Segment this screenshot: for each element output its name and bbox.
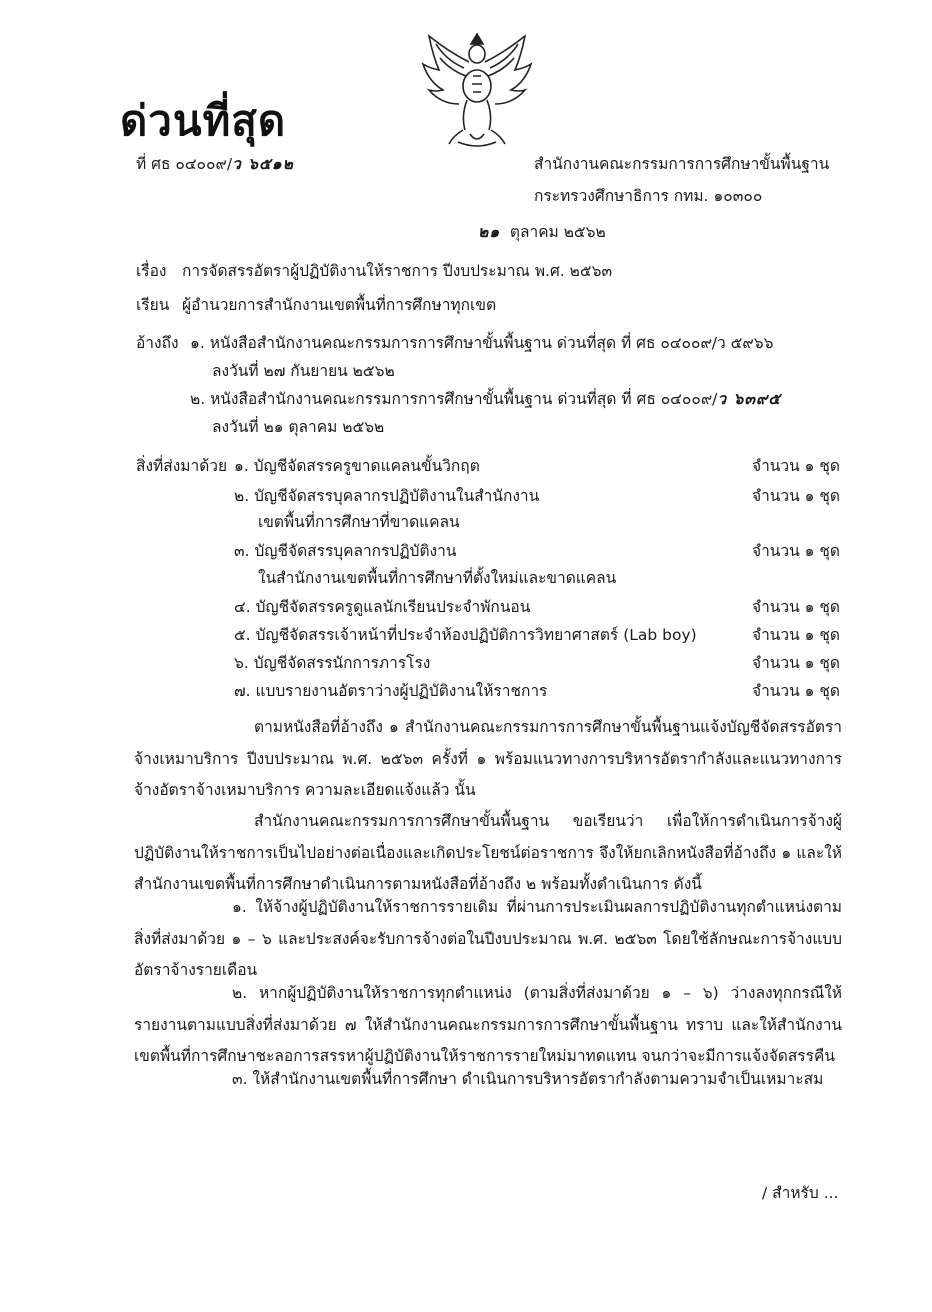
enclosure-item-7: ๗. แบบรายงานอัตราว่างผู้ปฏิบัติงานให้ราชการ [234, 682, 548, 700]
body-item-3 [134, 1064, 842, 1096]
reference-prefix: ที่ ศธ ๐๔๐๐๙/ [136, 155, 233, 173]
body-paragraph-1 [134, 712, 842, 807]
reference-handwritten: ว ๖๕๑๒ [232, 155, 294, 173]
date-day: ๒๑ [478, 223, 501, 241]
enclosure-item-2-cont: เขตพื้นที่การศึกษาที่ขาดแคลน [258, 513, 460, 531]
references-label: อ้างถึง [136, 334, 179, 352]
office-name: สำนักงานคณะกรรมการการศึกษาขั้นพื้นฐาน [534, 155, 830, 173]
body-item-1 [134, 892, 842, 987]
subject-label: เรื่อง [136, 262, 167, 280]
reference-number [136, 151, 294, 176]
enclosure-item-6: ๖. บัญชีจัดสรรนักการภารโรง [234, 654, 431, 672]
date-month-year: ตุลาคม ๒๕๖๒ [509, 223, 606, 241]
enclosure-item-4: ๔. บัญชีจัดสรรครูดูแลนักเรียนประจำพักนอน [234, 598, 531, 616]
enclosures-label: สิ่งที่ส่งมาด้วย [136, 457, 228, 475]
document-date [478, 219, 606, 244]
reference-item-2-handwritten: ว ๖๓๙๕ [717, 390, 782, 408]
enclosure-item-5: ๕. บัญชีจัดสรรเจ้าหน้าที่ประจำห้องปฏิบัติการวิทยาศาสตร์ (Lab boy) [234, 626, 697, 644]
body-item-3-text: ๓. ให้สำนักงานเขตพื้นที่การศึกษา ดำเนินการบริหารอัตรากำลังตามความจำเป็นเหมาะสม [232, 1070, 824, 1088]
enclosure-item-2: ๒. บัญชีจัดสรรบุคลากรปฏิบัติงานในสำนักงาน [234, 487, 540, 505]
enclosure-item-3-qty: จำนวน ๑ ชุด [752, 542, 840, 560]
body-paragraph-2-text: สำนักงานคณะกรรมการการศึกษาขั้นพื้นฐาน ขอเรียนว่า เพื่อให้การดำเนินการจ้างผู้ปฏิบัติงานให้ราชการเป็นไปอย่างต่อเนื่องและเกิดประโยชน์ต่อราชการ จึงให้ยกเลิกหนังสือที่อ้างถึง ๑ และให้สำนักงานเขตพื้นที่การศึกษาดำเนินการตามหนังสือที่อ้างถึง ๒ พร้อมทั้งดำเนินการ ดังนี้ [134, 812, 842, 894]
enclosure-item-3-cont: ในสำนักงานเขตพื้นที่การศึกษาที่ตั้งใหม่และขาดแคลน [258, 569, 617, 587]
enclosure-item-1: ๑. บัญชีจัดสรรครูขาดแคลนขั้นวิกฤต [234, 457, 480, 475]
enclosure-item-1-qty: จำนวน ๑ ชุด [752, 457, 840, 475]
recipient-label: เรียน [136, 296, 170, 314]
enclosure-item-4-qty: จำนวน ๑ ชุด [752, 598, 840, 616]
reference-item-2-line2: ลงวันที่ ๒๑ ตุลาคม ๒๕๖๒ [212, 418, 385, 436]
body-item-2 [134, 978, 842, 1073]
enclosure-item-5-qty: จำนวน ๑ ชุด [752, 626, 840, 644]
enclosure-item-7-qty: จำนวน ๑ ชุด [752, 682, 840, 700]
reference-item-1-line1: ๑. หนังสือสำนักงานคณะกรรมการการศึกษาขั้นพื้นฐาน ด่วนที่สุด ที่ ศธ ๐๔๐๐๙/ว ๕๙๖๖ [190, 334, 774, 352]
urgency-label: ด่วนที่สุด [120, 96, 287, 145]
reference-item-2-line1 [190, 386, 781, 411]
enclosure-item-6-qty: จำนวน ๑ ชุด [752, 654, 840, 672]
reference-item-1-line2: ลงวันที่ ๒๗ กันยายน ๒๕๖๒ [212, 362, 395, 380]
recipient-text: ผู้อำนวยการสำนักงานเขตพื้นที่การศึกษาทุกเขต [182, 296, 497, 314]
continuation-note: / สำหรับ ... [762, 1184, 839, 1202]
garuda-emblem-icon [418, 30, 536, 150]
body-item-2-text: ๒. หากผู้ปฏิบัติงานให้ราชการทุกตำแหน่ง (ตามสิ่งที่ส่งมาด้วย ๑ – ๖) ว่างลงทุกกรณีให้รายงานตามแบบสิ่งที่ส่งมาด้วย ๗ ให้สำนักงานคณะกรรมการการศึกษาขั้นพื้นฐาน ทราบ และให้สำนักงานเขตพื้นที่การศึกษาชะลอการสรรหาผู้ปฏิบัติงานให้ราชการรายใหม่มาทดแทน จนกว่าจะมีการแจ้งจัดสรรคืน [134, 984, 842, 1066]
reference-item-2-text: ๒. หนังสือสำนักงานคณะกรรมการการศึกษาขั้นพื้นฐาน ด่วนที่สุด ที่ ศธ ๐๔๐๐๙/ [190, 390, 718, 408]
office-address: กระทรวงศึกษาธิการ กทม. ๑๐๓๐๐ [534, 187, 763, 205]
body-paragraph-2 [134, 806, 842, 901]
body-paragraph-1-text: ตามหนังสือที่อ้างถึง ๑ สำนักงานคณะกรรมการการศึกษาขั้นพื้นฐานแจ้งบัญชีจัดสรรอัตราจ้างเหมาบริการ ปีงบประมาณ พ.ศ. ๒๕๖๓ ครั้งที่ ๑ พร้อมแนวทางการบริหารอัตรากำลังและแนวทางการจ้างอัตราจ้างเหมาบริการ ความละเอียดแจ้งแล้ว นั้น [134, 718, 842, 800]
enclosure-item-2-qty: จำนวน ๑ ชุด [752, 487, 840, 505]
body-item-1-text: ๑. ให้จ้างผู้ปฏิบัติงานให้ราชการรายเดิม ที่ผ่านการประเมินผลการปฏิบัติงานทุกตำแหน่งตามสิ่งที่ส่งมาด้วย ๑ – ๖ และประสงค์จะรับการจ้างต่อในปีงบประมาณ พ.ศ. ๒๕๖๓ โดยใช้ลักษณะการจ้างแบบอัตราจ้างรายเดือน [134, 898, 842, 980]
enclosure-item-3: ๓. บัญชีจัดสรรบุคลากรปฏิบัติงาน [234, 542, 457, 560]
subject-text: การจัดสรรอัตราผู้ปฏิบัติงานให้ราชการ ปีงบประมาณ พ.ศ. ๒๕๖๓ [182, 262, 613, 280]
